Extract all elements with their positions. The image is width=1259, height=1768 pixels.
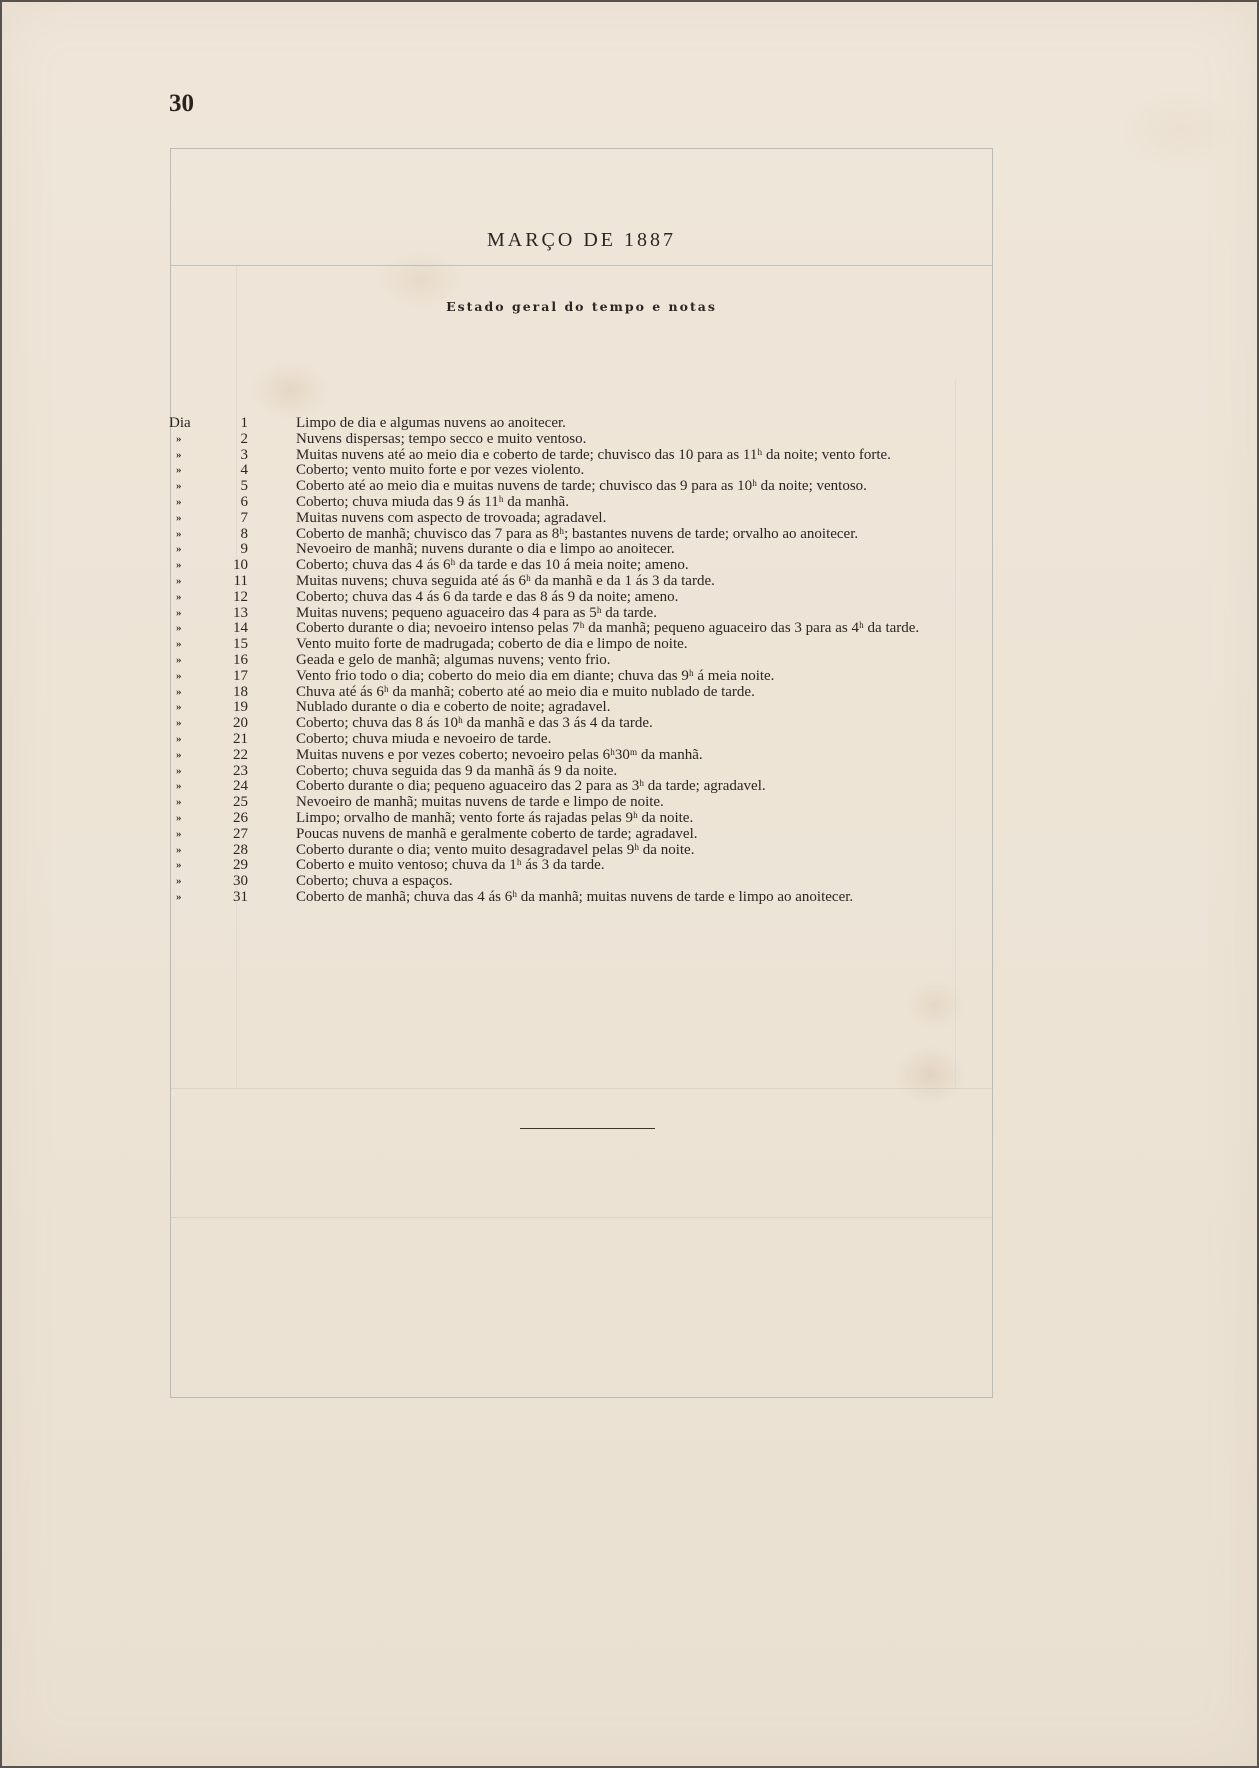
row-marker: » <box>176 843 182 856</box>
table-row <box>0 637 1259 653</box>
row-marker: » <box>176 764 182 777</box>
table-row <box>0 621 1259 637</box>
weather-note: Coberto; chuva miuda das 9 ás 11ʰ da manhã. <box>296 493 569 510</box>
table-row <box>0 606 1259 622</box>
row-marker: » <box>176 669 182 682</box>
table-row <box>0 700 1259 716</box>
weather-note: Nublado durante o dia e coberto de noite; agradavel. <box>296 699 611 716</box>
day-number: 6 <box>240 493 248 510</box>
day-number: 26 <box>233 809 248 826</box>
table-row <box>0 748 1259 764</box>
day-number: 20 <box>233 715 248 732</box>
row-marker: » <box>176 780 182 793</box>
row-marker: » <box>176 464 182 477</box>
day-number: 29 <box>233 857 248 874</box>
day-number: 13 <box>233 604 248 621</box>
weather-note: Nuvens dispersas; tempo secco e muito ventoso. <box>296 430 587 447</box>
day-number: 17 <box>233 667 248 684</box>
row-marker: » <box>176 653 182 666</box>
section-subtitle: Estado geral do tempo e notas <box>446 299 717 314</box>
day-number: 27 <box>233 825 248 842</box>
day-number: 18 <box>233 683 248 700</box>
weather-note: Muitas nuvens com aspecto de trovoada; agradavel. <box>296 509 607 526</box>
weather-note: Coberto de manhã; chuvisco das 7 para as 8ʰ; bastantes nuvens de tarde; orvalho ao anoitecer. <box>296 525 859 542</box>
table-row <box>0 874 1259 890</box>
weather-note: Coberto durante o dia; vento muito desagradavel pelas 9ʰ da noite. <box>296 841 695 858</box>
row-marker: » <box>176 574 182 587</box>
row-marker: » <box>176 432 182 445</box>
row-marker: » <box>176 796 182 809</box>
table-row <box>0 716 1259 732</box>
row-marker: » <box>176 701 182 714</box>
faint-divider <box>170 1088 993 1089</box>
weather-note: Muitas nuvens; pequeno aguaceiro das 4 para as 5ʰ da tarde. <box>296 604 657 621</box>
weather-rows <box>0 416 1259 906</box>
page-title: MARÇO DE 1887 <box>486 229 676 251</box>
row-marker: » <box>176 875 182 888</box>
weather-note: Coberto e muito ventoso; chuva da 1ʰ ás 3 da tarde. <box>296 857 605 874</box>
table-row <box>0 542 1259 558</box>
day-number: 5 <box>240 478 248 495</box>
weather-note: Vento muito forte de madrugada; coberto de dia e limpo de noite. <box>296 636 688 653</box>
table-row <box>0 890 1259 906</box>
day-number: 28 <box>233 841 248 858</box>
weather-note: Vento frio todo o dia; coberto do meio dia em diante; chuva das 9ʰ á meia noite. <box>296 667 775 684</box>
weather-note: Geada e gelo de manhã; algumas nuvens; vento frio. <box>296 651 611 668</box>
weather-note: Limpo de dia e algumas nuvens ao anoitecer. <box>296 415 566 431</box>
row-marker: » <box>176 827 182 840</box>
row-marker: » <box>176 480 182 493</box>
weather-note: Limpo; orvalho de manhã; vento forte ás rajadas pelas 9ʰ da noite. <box>296 809 694 826</box>
weather-note: Coberto de manhã; chuva das 4 ás 6ʰ da manhã; muitas nuvens de tarde e limpo ao anoitecer. <box>296 888 854 905</box>
day-number: 7 <box>240 509 248 526</box>
row-marker: Dia <box>169 415 191 431</box>
table-row <box>0 574 1259 590</box>
row-marker: » <box>176 511 182 524</box>
weather-note: Coberto; chuva das 4 ás 6 da tarde e das 8 ás 9 da noite; ameno. <box>296 588 679 605</box>
day-number: 14 <box>233 620 248 637</box>
table-row <box>0 558 1259 574</box>
day-number: 25 <box>233 794 248 811</box>
day-number: 1 <box>240 415 248 431</box>
day-number: 12 <box>233 588 248 605</box>
page-number: 30 <box>169 90 194 117</box>
day-number: 30 <box>233 873 248 890</box>
row-marker: » <box>176 732 182 745</box>
day-number: 22 <box>233 746 248 763</box>
table-row <box>0 432 1259 448</box>
day-number: 2 <box>240 430 248 447</box>
table-row <box>0 795 1259 811</box>
weather-note: Poucas nuvens de manhã e geralmente coberto de tarde; agradavel. <box>296 825 698 842</box>
table-row <box>0 416 1259 432</box>
row-marker: » <box>176 748 182 761</box>
weather-note: Muitas nuvens até ao meio dia e coberto de tarde; chuvisco das 10 para as 11ʰ da noite; vento forte. <box>296 446 891 463</box>
day-number: 4 <box>240 462 248 479</box>
table-row <box>0 590 1259 606</box>
table-row <box>0 495 1259 511</box>
table-row <box>0 764 1259 780</box>
weather-note: Nevoeiro de manhã; muitas nuvens de tarde e limpo de noite. <box>296 794 664 811</box>
row-marker: » <box>176 543 182 556</box>
weather-note: Nevoeiro de manhã; nuvens durante o dia e limpo ao anoitecer. <box>296 541 675 558</box>
day-number: 10 <box>233 557 248 574</box>
weather-note: Muitas nuvens e por vezes coberto; nevoeiro pelas 6ʰ30ᵐ da manhã. <box>296 746 703 763</box>
table-row <box>0 811 1259 827</box>
row-marker: » <box>176 559 182 572</box>
table-row <box>0 858 1259 874</box>
row-marker: » <box>176 859 182 872</box>
day-number: 21 <box>233 730 248 747</box>
day-number: 9 <box>240 541 248 558</box>
day-number: 8 <box>240 525 248 542</box>
weather-note: Chuva até ás 6ʰ da manhã; coberto até ao meio dia e muito nublado de tarde. <box>296 683 755 700</box>
row-marker: » <box>176 448 182 461</box>
weather-note: Coberto; chuva seguida das 9 da manhã ás 9 da noite. <box>296 762 618 779</box>
header-divider <box>170 265 993 266</box>
row-marker: » <box>176 890 182 903</box>
table-row <box>0 511 1259 527</box>
table-row <box>0 653 1259 669</box>
weather-note: Coberto; chuva a espaços. <box>296 873 453 890</box>
closing-rule <box>520 1128 655 1129</box>
weather-note: Muitas nuvens; chuva seguida até ás 6ʰ da manhã e da 1 ás 3 da tarde. <box>296 572 715 589</box>
day-number: 16 <box>233 651 248 668</box>
table-row <box>0 827 1259 843</box>
weather-note: Coberto; chuva das 4 ás 6ʰ da tarde e das 10 á meia noite; ameno. <box>296 557 689 574</box>
weather-note: Coberto durante o dia; pequeno aguaceiro das 2 para as 3ʰ da tarde; agradavel. <box>296 778 766 795</box>
day-number: 3 <box>240 446 248 463</box>
table-row <box>0 527 1259 543</box>
row-marker: » <box>176 527 182 540</box>
row-marker: » <box>176 685 182 698</box>
day-number: 23 <box>233 762 248 779</box>
table-row <box>0 732 1259 748</box>
table-row <box>0 779 1259 795</box>
weather-note: Coberto durante o dia; nevoeiro intenso pelas 7ʰ da manhã; pequeno aguaceiro das 3 para as 4ʰ da tarde. <box>296 620 920 637</box>
row-marker: » <box>176 590 182 603</box>
day-number: 15 <box>233 636 248 653</box>
table-row <box>0 448 1259 464</box>
table-row <box>0 685 1259 701</box>
table-row <box>0 479 1259 495</box>
day-number: 24 <box>233 778 248 795</box>
day-number: 31 <box>233 888 248 905</box>
faint-divider <box>170 1217 993 1218</box>
weather-note: Coberto; chuva das 8 ás 10ʰ da manhã e das 3 ás 4 da tarde. <box>296 715 653 732</box>
row-marker: » <box>176 717 182 730</box>
table-row <box>0 669 1259 685</box>
weather-note: Coberto; vento muito forte e por vezes violento. <box>296 462 585 479</box>
row-marker: » <box>176 638 182 651</box>
weather-note: Coberto; chuva miuda e nevoeiro de tarde. <box>296 730 552 747</box>
weather-note: Coberto até ao meio dia e muitas nuvens de tarde; chuvisco das 9 para as 10ʰ da noite; ventoso. <box>296 478 867 495</box>
day-number: 19 <box>233 699 248 716</box>
table-row <box>0 463 1259 479</box>
row-marker: » <box>176 606 182 619</box>
day-number: 11 <box>233 572 248 589</box>
row-marker: » <box>176 622 182 635</box>
row-marker: » <box>176 811 182 824</box>
table-row <box>0 843 1259 859</box>
row-marker: » <box>176 495 182 508</box>
